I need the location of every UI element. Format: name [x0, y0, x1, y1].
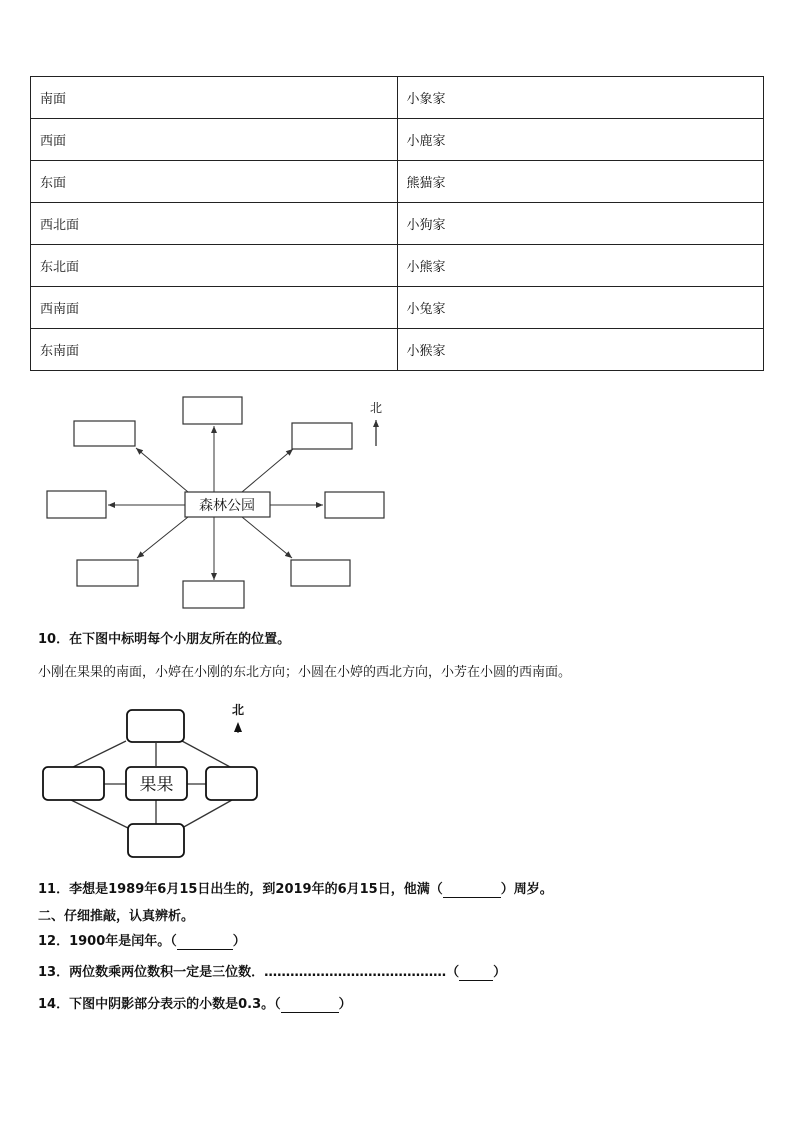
question-14 [38, 993, 352, 1013]
answer-box-southwest [77, 560, 138, 586]
answer-box-northwest [74, 421, 135, 446]
home-cell: 熊猫家 [397, 161, 764, 203]
answer-blank[interactable] [281, 997, 339, 1013]
home-cell: 小鹿家 [397, 119, 764, 161]
question-text-end: ）周岁。 [500, 882, 553, 897]
table-row [31, 119, 764, 161]
answer-box-east [206, 767, 257, 800]
direction-cell: 东北面 [31, 245, 398, 287]
direction-cell: 东面 [31, 161, 398, 203]
question-text: 下图中阴影部分表示的小数是0.3。（ [69, 997, 281, 1012]
question-13 [38, 961, 506, 981]
section-heading: 二、仔细推敲，认真辨析。 [38, 909, 195, 924]
answer-blank[interactable] [459, 965, 493, 981]
question-text-end: ） [493, 965, 507, 980]
answer-blank[interactable] [177, 934, 233, 950]
direction-cell: 西面 [31, 119, 398, 161]
direction-cell: 西北面 [31, 203, 398, 245]
question-10 [38, 628, 290, 647]
question-prompt: 在下图中标明每个小朋友所在的位置。 [69, 632, 291, 647]
home-cell: 小兔家 [397, 287, 764, 329]
question-11 [38, 878, 553, 898]
question-number: 11． [38, 882, 70, 897]
question-number: 13． [38, 965, 70, 980]
guoguo-center-label: 果果 [139, 775, 174, 795]
table-row [31, 329, 764, 371]
answer-box-north [127, 710, 184, 742]
direction-cell: 东南面 [31, 329, 398, 371]
question-text-end: ） [338, 997, 352, 1012]
question-text: 1900年是闰年。（ [69, 934, 177, 949]
answer-box-north [183, 397, 242, 424]
answer-box-southeast [291, 560, 350, 586]
answer-box-northeast [292, 423, 352, 449]
guoguo-diagram [38, 700, 262, 862]
park-center-label: 森林公园 [199, 498, 255, 514]
answer-box-south [183, 581, 244, 608]
question-text: 李想是1989年6月15日出生的，到2019年的6月15日，他满（ [69, 882, 443, 897]
answer-box-east [325, 492, 384, 518]
home-cell: 小象家 [397, 77, 764, 119]
table-row [31, 77, 764, 119]
home-cell: 小狗家 [397, 203, 764, 245]
question-12 [38, 930, 246, 950]
question-text-end: ） [232, 934, 246, 949]
direction-table [30, 76, 764, 371]
home-cell: 小熊家 [397, 245, 764, 287]
direction-cell: 西南面 [31, 287, 398, 329]
question-number: 14． [38, 997, 70, 1012]
question-number: 10． [38, 632, 70, 647]
question-number: 12． [38, 934, 70, 949]
answer-box-west [43, 767, 104, 800]
table-row [31, 203, 764, 245]
table-row [31, 161, 764, 203]
question-10-description: 小刚在果果的南面，小婷在小刚的东北方向；小圆在小婷的西北方向，小芳在小圆的西南面。 [38, 665, 572, 680]
direction-cell: 南面 [31, 77, 398, 119]
answer-box-south [128, 824, 184, 857]
table-row [31, 245, 764, 287]
answer-blank[interactable] [443, 882, 501, 898]
forest-park-diagram [40, 392, 400, 614]
guoguo-north-label: 北 [231, 703, 245, 717]
park-north-label: 北 [369, 401, 383, 415]
answer-box-west [47, 491, 106, 518]
home-cell: 小猴家 [397, 329, 764, 371]
question-text: 两位数乘两位数积一定是三位数．……………………………………（ [69, 965, 460, 980]
table-row [31, 287, 764, 329]
